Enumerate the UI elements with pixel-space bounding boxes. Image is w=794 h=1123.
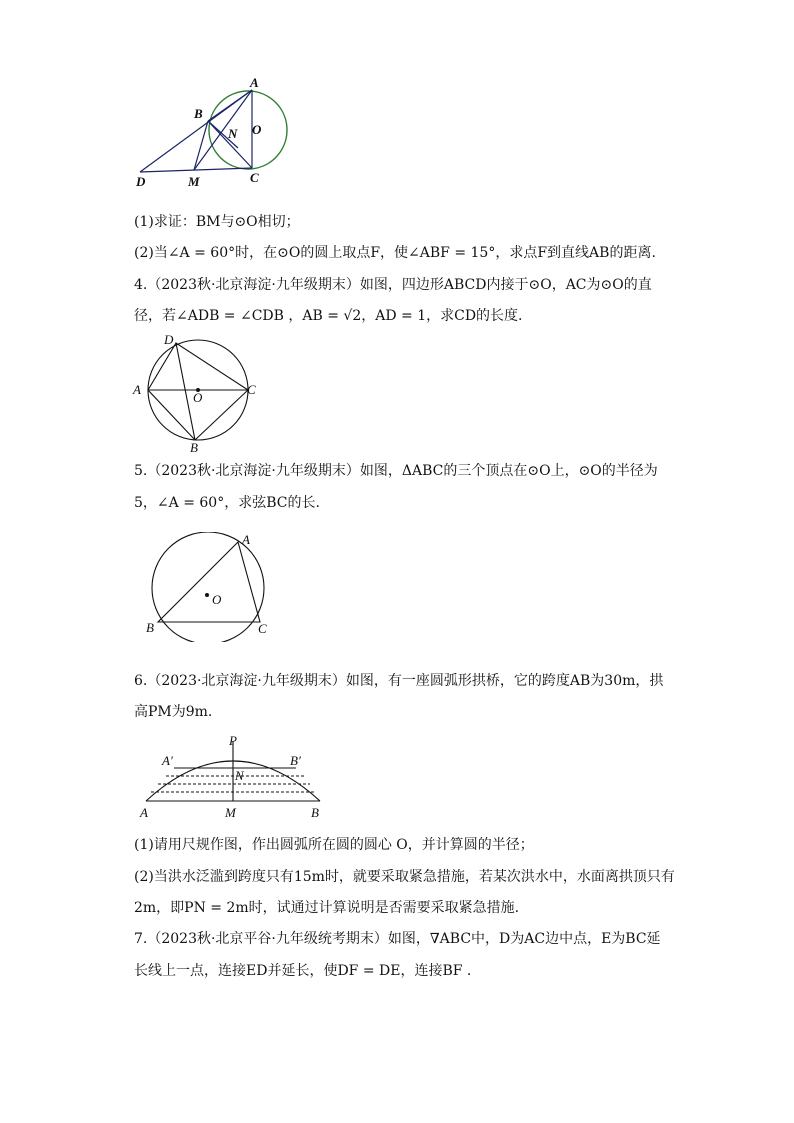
label-m: M: [225, 805, 236, 820]
label-b: B: [194, 106, 203, 121]
label-a: A: [250, 75, 259, 90]
label-d: D: [136, 174, 146, 189]
label-p: P: [229, 733, 237, 748]
figure-inscribed-triangle: [140, 532, 280, 642]
q4-line2: 径，若∠ADB = ∠CDB ，AB = √2，AD = 1，求CD的长度.: [134, 308, 523, 324]
label-d: D: [164, 332, 174, 347]
q5-line1: 5.（2023秋·北京海淀·九年级期末）如图，ΔABC的三个顶点在⊙O上，⊙O的半径为: [134, 463, 658, 479]
q6-part2-line1: (2)当洪水泛滥到跨度只有15m时，就要采取紧急措施，若某次洪水中，水面离拱顶只有: [134, 869, 675, 885]
figure-cyclic-quadrilateral: [130, 330, 265, 455]
label-c: C: [258, 621, 267, 636]
label-o: O: [193, 390, 203, 405]
label-a: A: [133, 382, 141, 397]
q7-line1: 7.（2023秋·北京平谷·九年级统考期末）如图，∇ABC中，D为AC边中点，E为BC延: [134, 931, 661, 947]
q3-part1: (1)求证：BM与⊙O相切；: [134, 214, 300, 230]
figure-tangent-circle: [130, 72, 300, 194]
label-o: O: [212, 592, 222, 607]
label-b: B: [190, 440, 198, 455]
label-n: N: [228, 126, 238, 141]
q6-line1: 6.（2023·北京海淀·九年级期末）如图，有一座圆弧形拱桥，它的跨度AB为30m，拱: [134, 673, 664, 689]
q3-part2: (2)当∠A = 60°时，在⊙O的圆上取点F，使∠ABF = 15°，求点F到直线AB的距离.: [134, 245, 656, 261]
q5-line2: 5，∠A = 60°，求弦BC的长.: [134, 495, 320, 511]
q6-line2: 高PM为9m.: [134, 704, 213, 720]
label-b: B: [311, 805, 319, 820]
label-m: M: [188, 174, 200, 189]
q4-line1: 4.（2023秋·北京海淀·九年级期末）如图，四边形ABCD内接于⊙O，AC为⊙O的直: [134, 277, 652, 293]
label-o: O: [252, 122, 262, 137]
label-b: B: [146, 620, 154, 635]
figure-arch-bridge: [136, 730, 336, 825]
label-n: N: [235, 768, 244, 783]
q6-part1: (1)请用尺规作图，作出圆弧所在圆的圆心 O，并计算圆的半径；: [134, 837, 534, 853]
label-c: C: [250, 170, 259, 185]
label-a: A: [242, 532, 250, 547]
label-c: C: [247, 382, 256, 397]
q6-part2-line2: 2m，即PN = 2m时，试通过计算说明是否需要采取紧急措施.: [134, 900, 520, 916]
label-b-prime: B′: [290, 753, 301, 768]
circle-o: [209, 91, 287, 169]
q7-line2: 长线上一点，连接ED并延长，使DF = DE，连接BF .: [134, 963, 472, 979]
label-a: A: [140, 805, 148, 820]
label-a-prime: A′: [162, 753, 173, 768]
